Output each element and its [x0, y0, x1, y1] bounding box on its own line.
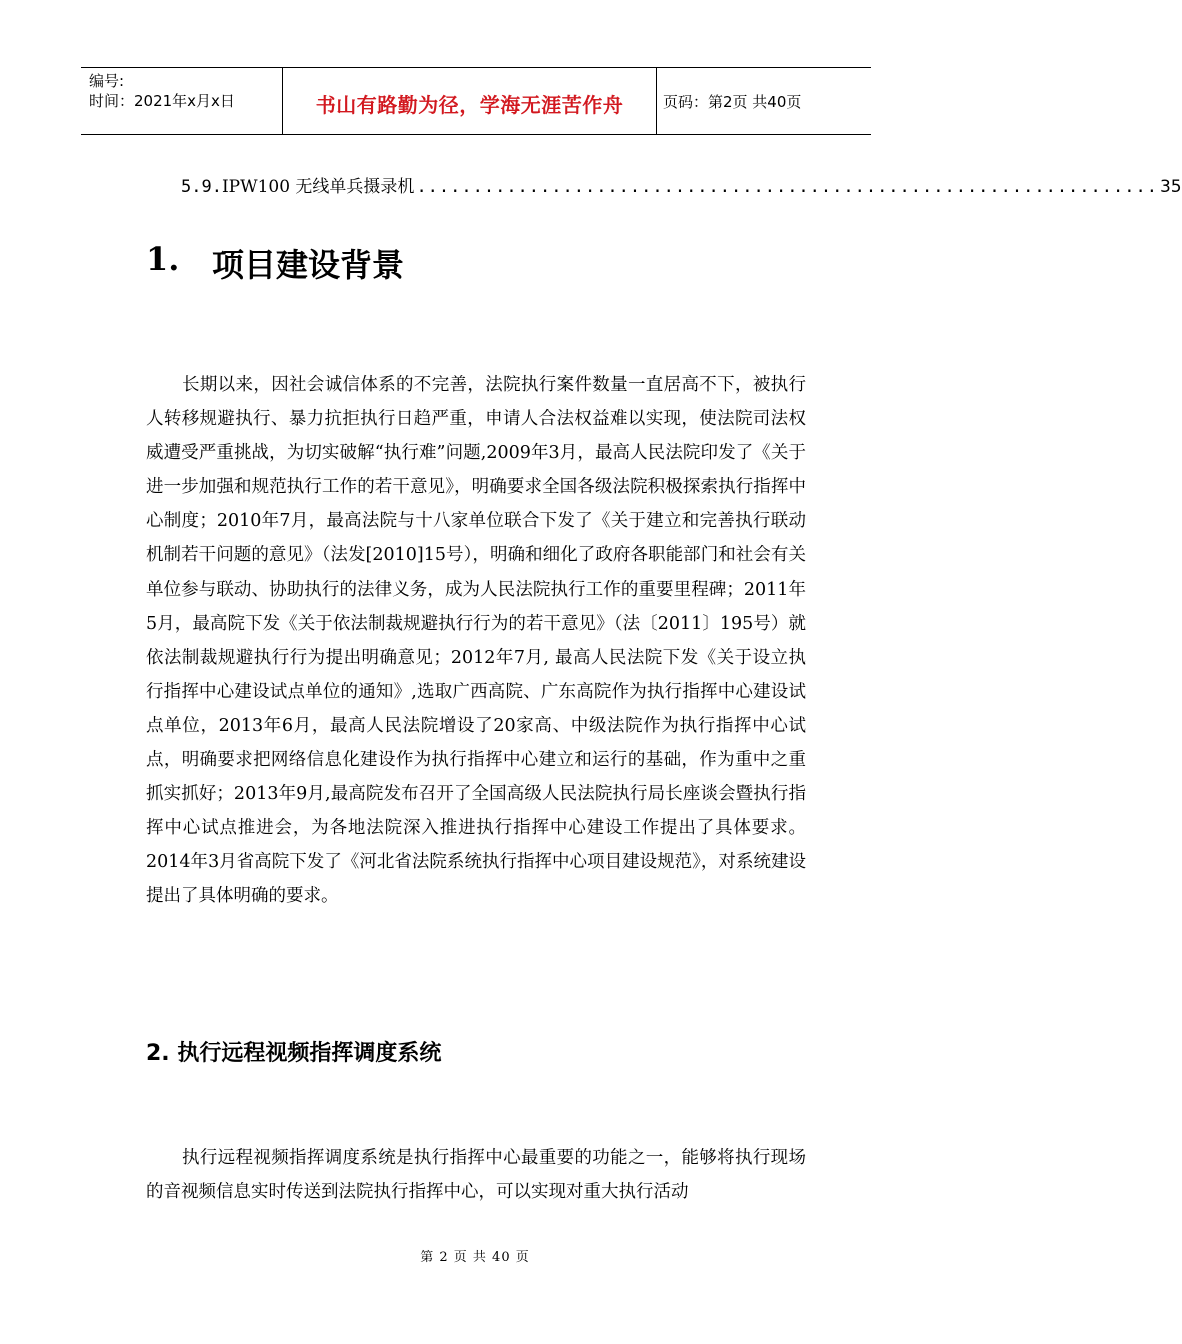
header-meta-cell: [81, 68, 283, 134]
section-2-heading: 2. 执行远程视频指挥调度系统: [146, 1041, 442, 1066]
toc-entry-title: IPW100 无线单兵摄录机: [221, 177, 415, 197]
document-number-label: 编号:: [89, 72, 125, 90]
header-page-info: 页码：第2页 共40页: [663, 92, 802, 111]
page-header: [81, 67, 871, 135]
section-2-paragraph: 执行远程视频指挥调度系统是执行指挥中心最重要的功能之一，能够将执行现场的音视频信息实时传送到法院执行指挥中心，可以实现对重大执行活动: [146, 1148, 806, 1203]
section-1-heading: [146, 240, 404, 286]
header-motto: 书山有路勤为径，学海无涯苦作舟: [283, 68, 657, 134]
section-1-number: 1.: [146, 240, 180, 278]
toc-entry-page: 35: [1159, 177, 1182, 197]
toc-entry-number: 5.9.: [181, 177, 222, 197]
toc-entry[interactable]: [181, 172, 1182, 200]
section-1-paragraph: 长期以来，因社会诚信体系的不完善，法院执行案件数量一直居高不下，被执行人转移规避执行、暴力抗拒执行日趋严重，申请人合法权益难以实现，使法院司法权威遭受严重挑战，为切实破解“执行难”问题,2009年3月，最高人民法院印发了《关于进一步加强和规范执行工作的若干意见》，明确要求全国各级法院积极探索执行指挥中心制度；2010年7月，最高法院与十八家单位联合下发了《关于建立和完善执行联动机制若干问题的意见》（法发[2010]15号），明确和细化了政府各职能部门和社会有关单位参与联动、协助执行的法律义务，成为人民法院执行工作的重要里程碑；2011年5月，最高院下发《关于依法制裁规避执行行为的若干意见》（法〔2011〕195号）就依法制裁规避执行行为提出明确意见；2012年7月, 最高人民法院下发《关于设立执行指挥中心建设试点单位的通知》,选取广西高院、广东高院作为执行指挥中心建设试点单位，2013年6月，最高人民法院增设了20家高、中级法院作为执行指挥中心试点，明确要求把网络信息化建设作为执行指挥中心建立和运行的基础，作为重中之重抓实抓好；2013年9月,最高院发布召开了全国高级人民法院执行局长座谈会暨执行指挥中心试点推进会，为各地法院深入推进执行指挥中心建设工作提出了具体要求。2014年3月省高院下发了《河北省法院系统执行指挥中心项目建设规范》，对系统建设提出了具体明确的要求。: [146, 375, 806, 907]
toc-entry-leader: ..................................................................: [416, 177, 1158, 197]
section-1-title: 项目建设背景: [212, 246, 405, 284]
page-footer: 第 2 页 共 40 页: [420, 1250, 530, 1265]
document-time-label: 时间：2021年x月x日: [89, 92, 235, 110]
